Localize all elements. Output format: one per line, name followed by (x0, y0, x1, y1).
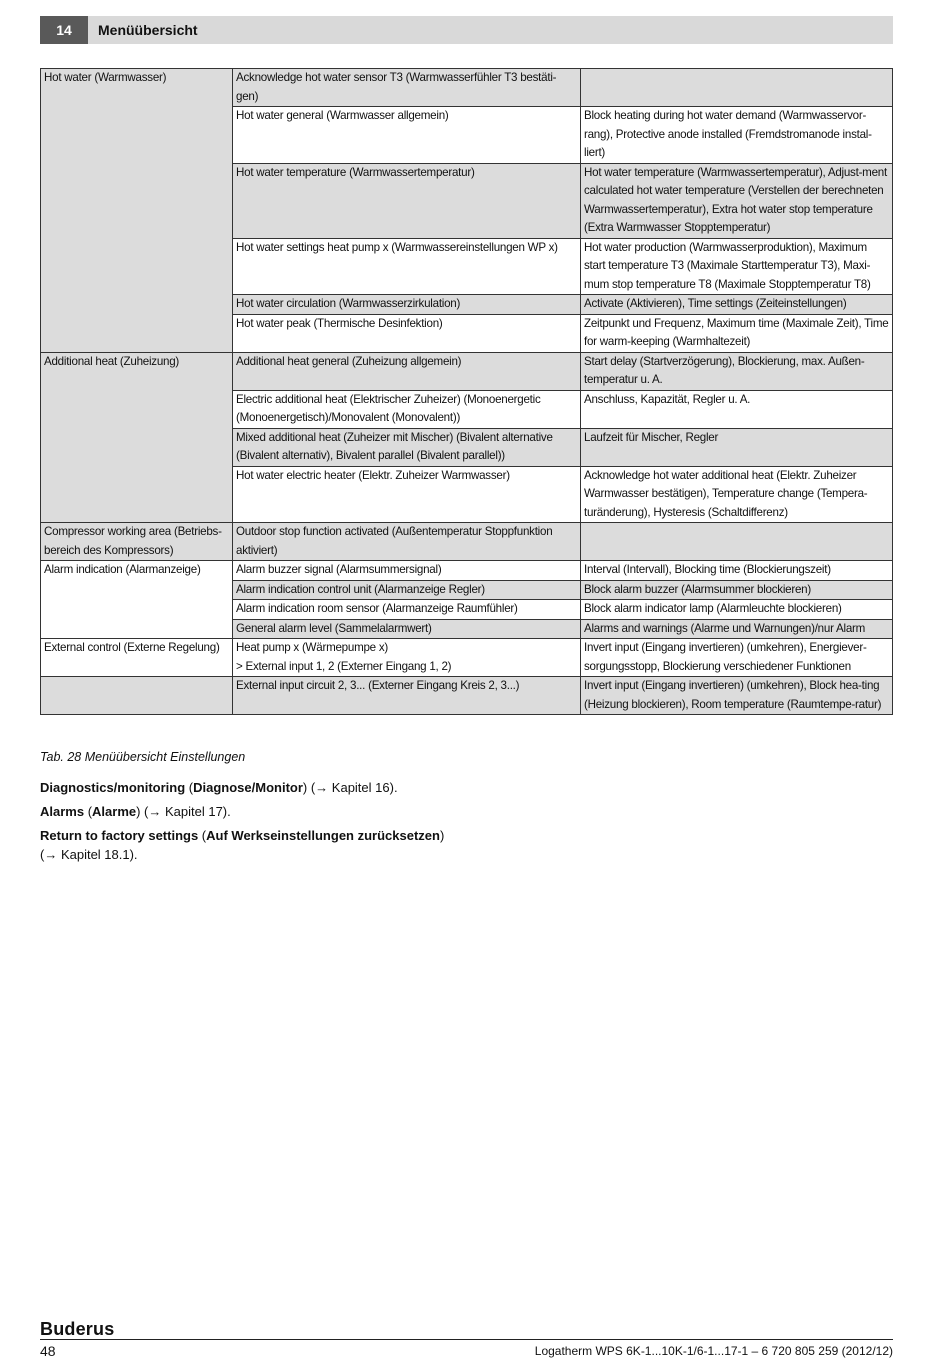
page-header (40, 16, 893, 44)
buderus-logo: Buderus (40, 1319, 115, 1339)
chapter-reference: ) (→ Kapitel 16). (302, 780, 398, 795)
table-caption: Tab. 28 Menüübersicht Einstellungen (40, 750, 246, 764)
menu-overview-table (40, 68, 893, 715)
settings-cell: Hot water production (Warmwasserproduktion), Maximum start temperature T3 (Maximale Starttemperatur T3), Maxi-mum stop temperature T8 (Maximale Stopptemperatur T8) (581, 238, 893, 295)
group-cell: Compressor working area (Betriebs-bereich des Kompressors) (41, 523, 233, 561)
menu-cell: Electric additional heat (Elektrischer Zuheizer) (Monoenergetic (Monoenergetisch)/Monovalent (Monovalent)) (233, 390, 581, 428)
settings-cell: Alarms and warnings (Alarme und Warnungen)/nur Alarm (581, 619, 893, 639)
table-row (41, 677, 893, 715)
menu-cell: Alarm buzzer signal (Alarmsummersignal) (233, 561, 581, 581)
paragraph-alarms (40, 802, 231, 821)
page-number: 48 (40, 1343, 56, 1359)
settings-cell: Anschluss, Kapazität, Regler u. A. (581, 390, 893, 428)
settings-cell: Interval (Intervall), Blocking time (Blockierungszeit) (581, 561, 893, 581)
chapter-reference: (→ Kapitel 18.1). (40, 847, 138, 862)
alarms-term-de: Alarme (92, 804, 137, 819)
settings-cell: Block alarm buzzer (Alarmsummer blockieren) (581, 580, 893, 600)
settings-cell: Laufzeit für Mischer, Regler (581, 428, 893, 466)
chapter-title: Menüübersicht (98, 22, 198, 38)
table-row (41, 352, 893, 390)
menu-cell: External input circuit 2, 3... (Externer Eingang Kreis 2, 3...) (233, 677, 581, 715)
menu-cell: Additional heat general (Zuheizung allgemein) (233, 352, 581, 390)
document-reference: Logatherm WPS 6K-1...10K-1/6-1...17-1 – 6 720 805 259 (2012/12) (534, 1344, 893, 1358)
table-row (41, 523, 893, 561)
table-row (41, 69, 893, 107)
menu-cell: Hot water general (Warmwasser allgemein) (233, 107, 581, 164)
factory-settings-term-de: Auf Werkseinstellungen zurücksetzen (206, 828, 440, 843)
paragraph-factory-settings (40, 826, 444, 864)
group-cell (41, 677, 233, 715)
settings-cell: Hot water temperature (Warmwassertemperatur), Adjust-ment calculated hot water temperature (Verstellen der berechneten Warmwassertemperatur), Extra hot water stop temperature (Extra Warmwasser Stopptemperatur) (581, 163, 893, 238)
settings-cell: Acknowledge hot water additional heat (Elektr. Zuheizer Warmwasser bestätigen), Temperature change (Tempera-turänderung), Hysteresis (Schaltdifferenz) (581, 466, 893, 523)
menu-cell: General alarm level (Sammelalarmwert) (233, 619, 581, 639)
diagnostics-term-de: Diagnose/Monitor (193, 780, 303, 795)
settings-cell: Block alarm indicator lamp (Alarmleuchte blockieren) (581, 600, 893, 620)
group-cell: External control (Externe Regelung) (41, 639, 233, 677)
menu-cell: Hot water peak (Thermische Desinfektion) (233, 314, 581, 352)
chapter-number: 14 (40, 16, 88, 44)
paragraph-diagnostics (40, 778, 398, 797)
menu-cell: Mixed additional heat (Zuheizer mit Mischer) (Bivalent alternative (Bivalent alternativ), Bivalent parallel (Bivalent parallel)) (233, 428, 581, 466)
diagnostics-term: Diagnostics/monitoring (40, 780, 186, 795)
group-cell: Alarm indication (Alarmanzeige) (41, 561, 233, 639)
factory-settings-line (40, 826, 444, 845)
table-row (41, 639, 893, 677)
text-segment: ( (198, 828, 207, 843)
settings-cell: Invert input (Eingang invertieren) (umkehren), Block hea-ting (Heizung blockieren), Room temperature (Raumtempe-ratur) (581, 677, 893, 715)
factory-settings-term: Return to factory settings (40, 828, 199, 843)
group-cell: Additional heat (Zuheizung) (41, 352, 233, 523)
text-segment: ) (439, 828, 445, 843)
text-segment: ( (185, 780, 194, 795)
menu-cell: Alarm indication control unit (Alarmanzeige Regler) (233, 580, 581, 600)
settings-cell: Invert input (Eingang invertieren) (umkehren), Energiever-sorgungsstopp, Blockierung verschiedener Funktionen (581, 639, 893, 677)
menu-cell: Alarm indication room sensor (Alarmanzeige Raumfühler) (233, 600, 581, 620)
menu-cell: Hot water settings heat pump x (Warmwassereinstellungen WP x) (233, 238, 581, 295)
menu-cell: Hot water electric heater (Elektr. Zuheizer Warmwasser) (233, 466, 581, 523)
settings-cell: Zeitpunkt und Frequenz, Maximum time (Maximale Zeit), Time for warm-keeping (Warmhaltezeit) (581, 314, 893, 352)
menu-cell: Hot water circulation (Warmwasserzirkulation) (233, 295, 581, 315)
menu-cell: Outdoor stop function activated (Außentemperatur Stoppfunktion aktiviert) (233, 523, 581, 561)
settings-cell: Activate (Aktivieren), Time settings (Zeiteinstellungen) (581, 295, 893, 315)
menu-cell: Acknowledge hot water sensor T3 (Warmwasserfühler T3 bestäti-gen) (233, 69, 581, 107)
settings-cell: Block heating during hot water demand (Warmwasservor-rang), Protective anode installed (Fremdstromanode instal-liert) (581, 107, 893, 164)
menu-cell: Hot water temperature (Warmwassertemperatur) (233, 163, 581, 238)
menu-cell: Heat pump x (Wärmepumpe x) > External input 1, 2 (Externer Eingang 1, 2) (233, 639, 581, 677)
group-cell: Hot water (Warmwasser) (41, 69, 233, 353)
table-row (41, 561, 893, 581)
footer-divider (40, 1339, 893, 1340)
alarms-term: Alarms (40, 804, 85, 819)
text-segment: ( (84, 804, 93, 819)
settings-cell (581, 69, 893, 107)
settings-cell: Start delay (Startverzögerung), Blockierung, max. Außen-temperatur u. A. (581, 352, 893, 390)
chapter-reference: ) (→ Kapitel 17). (136, 804, 231, 819)
settings-cell (581, 523, 893, 561)
